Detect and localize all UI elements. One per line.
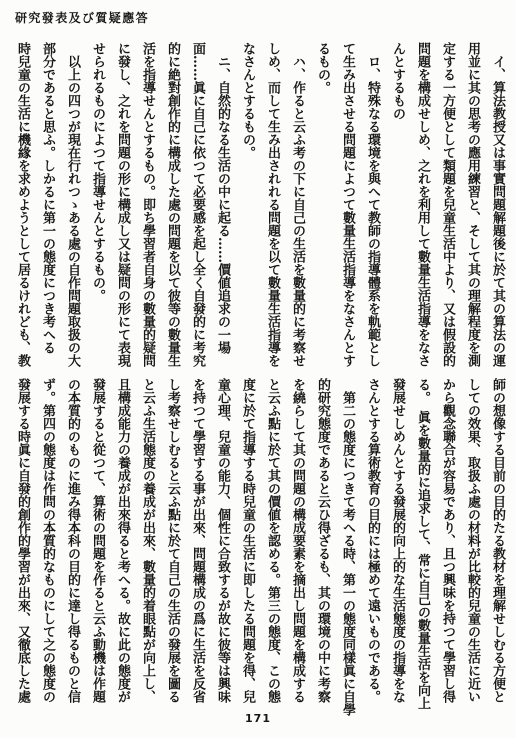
text-column: 發展せしめんとする發展的向上的な生活態度の指導をな [390, 378, 405, 703]
text-column: ニ、自然的なる生活の中に起る……價値追求の一場 [215, 55, 230, 354]
text-column: を持つて學習する事が出來、問題構成の爲に生活を反省 [190, 378, 205, 703]
running-head: 研究發表及び質疑應答 [15, 11, 150, 25]
text-column: なさんとするもの。 [240, 42, 255, 159]
text-column: 且構成能力の養成が出來得ると考へる。故に此の態度が [115, 378, 130, 703]
text-column: 面……眞に自己に依つて必要感を起し全く自發的に考究 [190, 42, 205, 367]
text-column: 發展すると從つて、算術の問題を作ると云ふ動機は作題 [90, 378, 105, 703]
text-column: に發し、之れを問題の形に構成し又は疑問の形にて表現 [115, 42, 130, 367]
text-column: を繞らして其の問題の構成要素を摘出し問題を構成する [290, 378, 305, 703]
text-column: 以上の四つが現在行れつゝある處の自作問題取扱の大 [65, 55, 80, 367]
text-column: 問題を構成せしめ、之れを利用して數量生活指導をなさ [415, 42, 430, 367]
text-column: イ、算法教授又は事實問題解題後に於て其の算法の運 [490, 55, 505, 367]
text-column: しめ、而して生み出されれる問題を以て數量生活指導を [265, 42, 280, 367]
text-column: ロ、特殊なる環境を與へて教師の指導體系を軌範とし [365, 55, 380, 367]
text-column: 師の想像する目前の目的たる教材を理解せしむる方便と [490, 378, 505, 703]
text-column: 定する一方便として類題を兒童生活中より、又は假設的 [440, 42, 455, 367]
text-column: 用並に其の思考の應用練習と、そして其の理解程度を測 [465, 42, 480, 367]
text-column: 發展する時眞に自發的創作的學習が出來、又徹底した處 [15, 378, 30, 703]
upper-tier-text [10, 42, 510, 369]
text-column: の本質的のものに進み得本科の目的に達し得るものと信 [65, 378, 80, 703]
text-column: 的に絶對創作的に構成した處の問題を以て彼等の數量生 [165, 42, 180, 367]
text-column: 活を指導せんとするもの。即ち學習者自身の數量的疑問 [140, 42, 155, 367]
text-column: る。 眞を數量的に追求して、常に自己の數量生活を向上 [415, 378, 430, 710]
text-column: るもの。 [315, 42, 330, 94]
text-column: と云ふ點に於て其の價値を認める。第三の態度、この態 [265, 378, 280, 703]
text-column: 童心理、兒童の能力、個性に合致するが故に彼等は興味 [215, 378, 230, 703]
text-column: し考察せしむると云ふ點に於て自己の生活の發展を圖る [165, 378, 180, 703]
text-column: 第二の態度につきて考へる時、第一の態度同樣眞に自學 [340, 391, 355, 716]
text-column: しての效果、取扱ふ處の材料が比較的兒童の生活に近い [465, 378, 480, 703]
text-column: んとするもの [390, 42, 405, 120]
text-column: と云ふ生活態度の養成が出來、數量的着眼點が向上し、 [140, 378, 155, 703]
text-column: 部分であると思ふ。しかるに第一の態度につき考へる [40, 42, 55, 354]
text-column: ず。第四の態度は作問の本質的なものにして之の態度の [40, 378, 55, 703]
text-column: ハ、作ると云ふ考の下に自己の生活を數量的に考察せ [290, 55, 305, 367]
text-column: 時兒童の生活に機緣を求めようとして居るけれども、教 [15, 42, 30, 367]
text-column: 度に於て指導する時兒童の生活に即したる問題を得、兒 [240, 378, 255, 703]
text-column: 的研究態度であると云ひ得ざるも、其の環境の中に考察 [315, 378, 330, 703]
text-column: せられるものによつて指導せんとするもの。 [90, 42, 105, 302]
text-column: て生み出させる問題によつて數量生活指導をなさんとす [340, 42, 355, 367]
lower-tier-text [10, 378, 510, 716]
text-column: さんとする算術教育の目的には極めて遠いものである。 [365, 378, 380, 703]
page-number: 171 [245, 712, 271, 725]
text-column: から觀念聯合が容易であり、且つ興味を持つて學習し得 [440, 378, 455, 703]
